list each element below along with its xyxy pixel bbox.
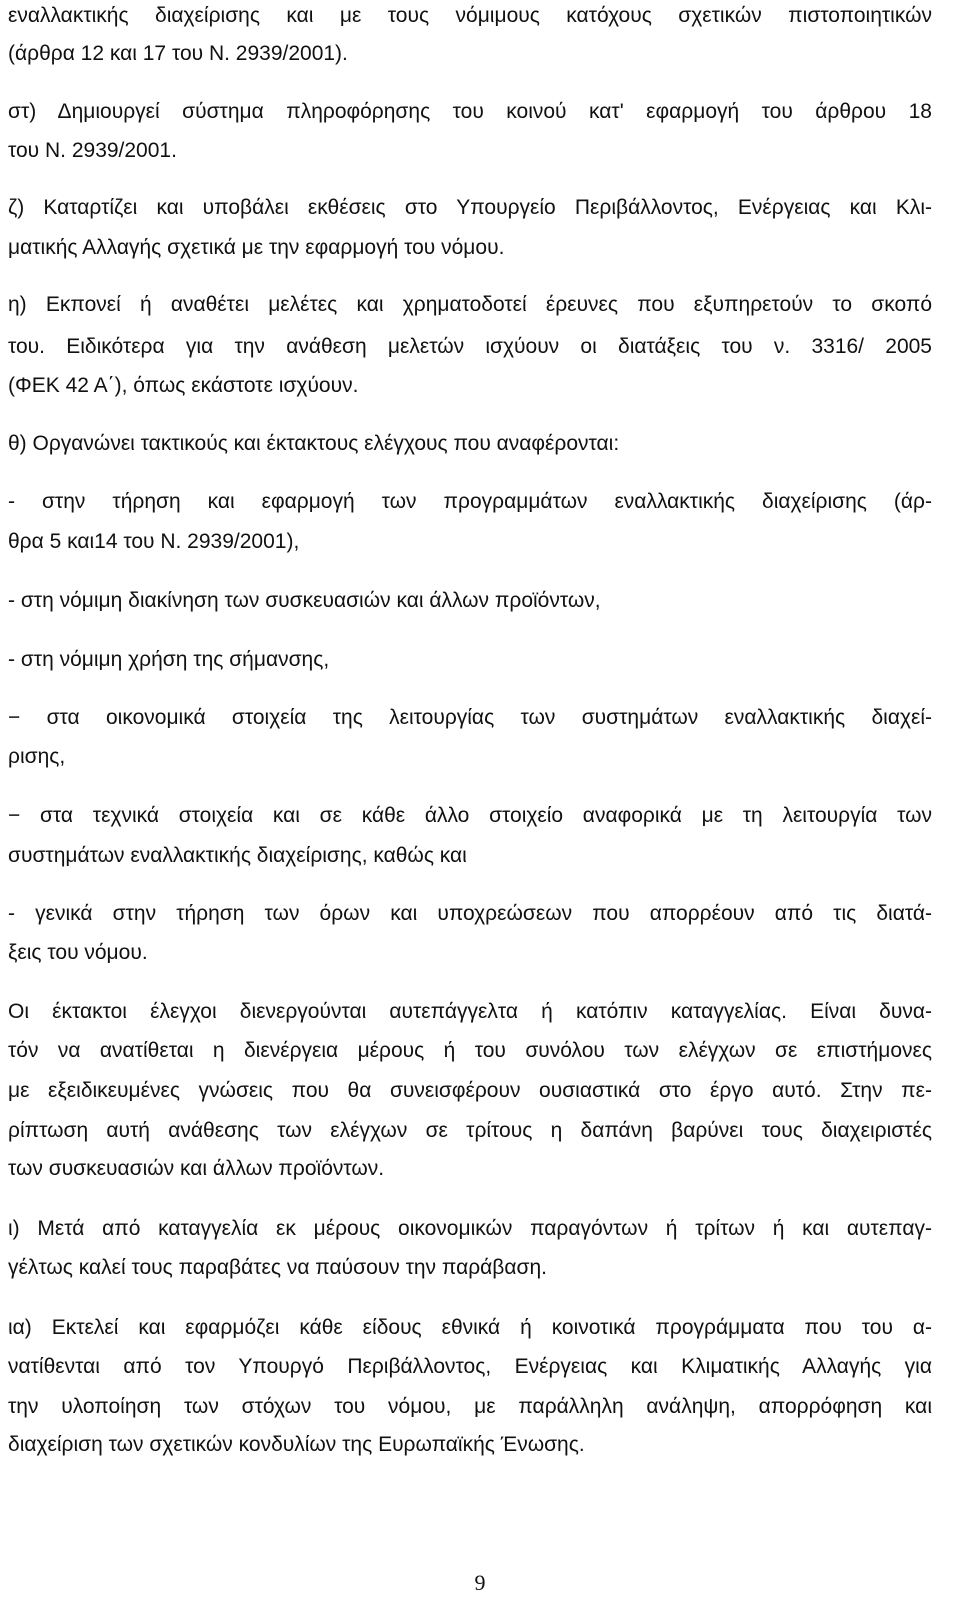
text-line: την υλοποίηση των στόχων του νόμου, με παράλληλη ανάληψη, απορρόφηση και [8, 1395, 932, 1418]
text-line: ρίπτωση αυτή ανάθεσης των ελέγχων σε τρίτους η δαπάνη βαρύνει τους διαχειριστές [8, 1119, 932, 1142]
text-line: διαχείριση των σχετικών κονδυλίων της Ευρωπαϊκής Ένωσης. [8, 1433, 585, 1456]
text-line: εναλλακτικής διαχείρισης και με τους νόμιμους κατόχους σχετικών πιστοποιητικών [8, 4, 932, 27]
text-line: − στα οικονομικά στοιχεία της λειτουργίας των συστημάτων εναλλακτικής διαχεί- [8, 706, 932, 729]
text-line: θ) Οργανώνει τακτικούς και έκτακτους ελέγχους που αναφέρονται: [8, 432, 620, 455]
text-line: συστημάτων εναλλακτικής διαχείρισης, καθώς και [8, 844, 467, 867]
text-line: η) Εκπονεί ή αναθέτει μελέτες και χρηματοδοτεί έρευνες που εξυπηρετούν το σκοπό [8, 293, 932, 316]
text-line: στ) Δημιουργεί σύστημα πληροφόρησης του κοινού κατ' εφαρμογή του άρθρου 18 [8, 100, 932, 123]
text-line: ξεις του νόμου. [8, 941, 148, 964]
text-line: ια) Εκτελεί και εφαρμόζει κάθε είδους εθνικά ή κοινοτικά προγράμματα που του α- [8, 1316, 932, 1339]
page-number: 9 [474, 1570, 486, 1595]
text-line: ι) Μετά από καταγγελία εκ μέρους οικονομικών παραγόντων ή τρίτων ή και αυτεπαγ- [8, 1217, 932, 1240]
text-line: (άρθρα 12 και 17 του Ν. 2939/2001). [8, 42, 348, 65]
text-line: του. Ειδικότερα για την ανάθεση μελετών ισχύουν οι διατάξεις του ν. 3316/ 2005 [8, 335, 932, 358]
text-line: θρα 5 και14 του Ν. 2939/2001), [8, 530, 300, 553]
text-line: νατίθενται από τον Υπουργό Περιβάλλοντος, Ενέργειας και Κλιματικής Αλλαγής για [8, 1355, 932, 1378]
text-line: - γενικά στην τήρηση των όρων και υποχρεώσεων που απορρέουν από τις διατά- [8, 902, 932, 925]
text-line: - στην τήρηση και εφαρμογή των προγραμμάτων εναλλακτικής διαχείρισης (άρ- [8, 490, 932, 513]
text-line: γέλτως καλεί τους παραβάτες να παύσουν την παράβαση. [8, 1256, 547, 1279]
text-line: Οι έκτακτοι έλεγχοι διενεργούνται αυτεπάγγελτα ή κατόπιν καταγγελίας. Είναι δυνα- [8, 1000, 932, 1023]
text-line: - στη νόμιμη διακίνηση των συσκευασιών και άλλων προϊόντων, [8, 589, 601, 612]
text-line: ρισης, [8, 745, 66, 768]
text-line: − στα τεχνικά στοιχεία και σε κάθε άλλο στοιχείο αναφορικά με τη λειτουργία των [8, 804, 932, 827]
text-line: - στη νόμιμη χρήση της σήμανσης, [8, 648, 330, 671]
text-line: ζ) Καταρτίζει και υποβάλει εκθέσεις στο Υπουργείο Περιβάλλοντος, Ενέργειας και Κλι- [8, 196, 932, 219]
text-line: του Ν. 2939/2001. [8, 139, 177, 162]
text-line: των συσκευασιών και άλλων προϊόντων. [8, 1157, 385, 1180]
text-line: με εξειδικευμένες γνώσεις που θα συνεισφέρουν ουσιαστικά στο έργο αυτό. Στην πε- [8, 1079, 932, 1102]
text-line: τόν να ανατίθεται η διενέργεια μέρους ή του συνόλου των ελέγχων σε επιστήμονες [8, 1039, 932, 1062]
text-line: (ΦΕΚ 42 Α΄), όπως εκάστοτε ισχύουν. [8, 374, 359, 397]
text-line: ματικής Αλλαγής σχετικά με την εφαρμογή του νόμου. [8, 236, 505, 259]
